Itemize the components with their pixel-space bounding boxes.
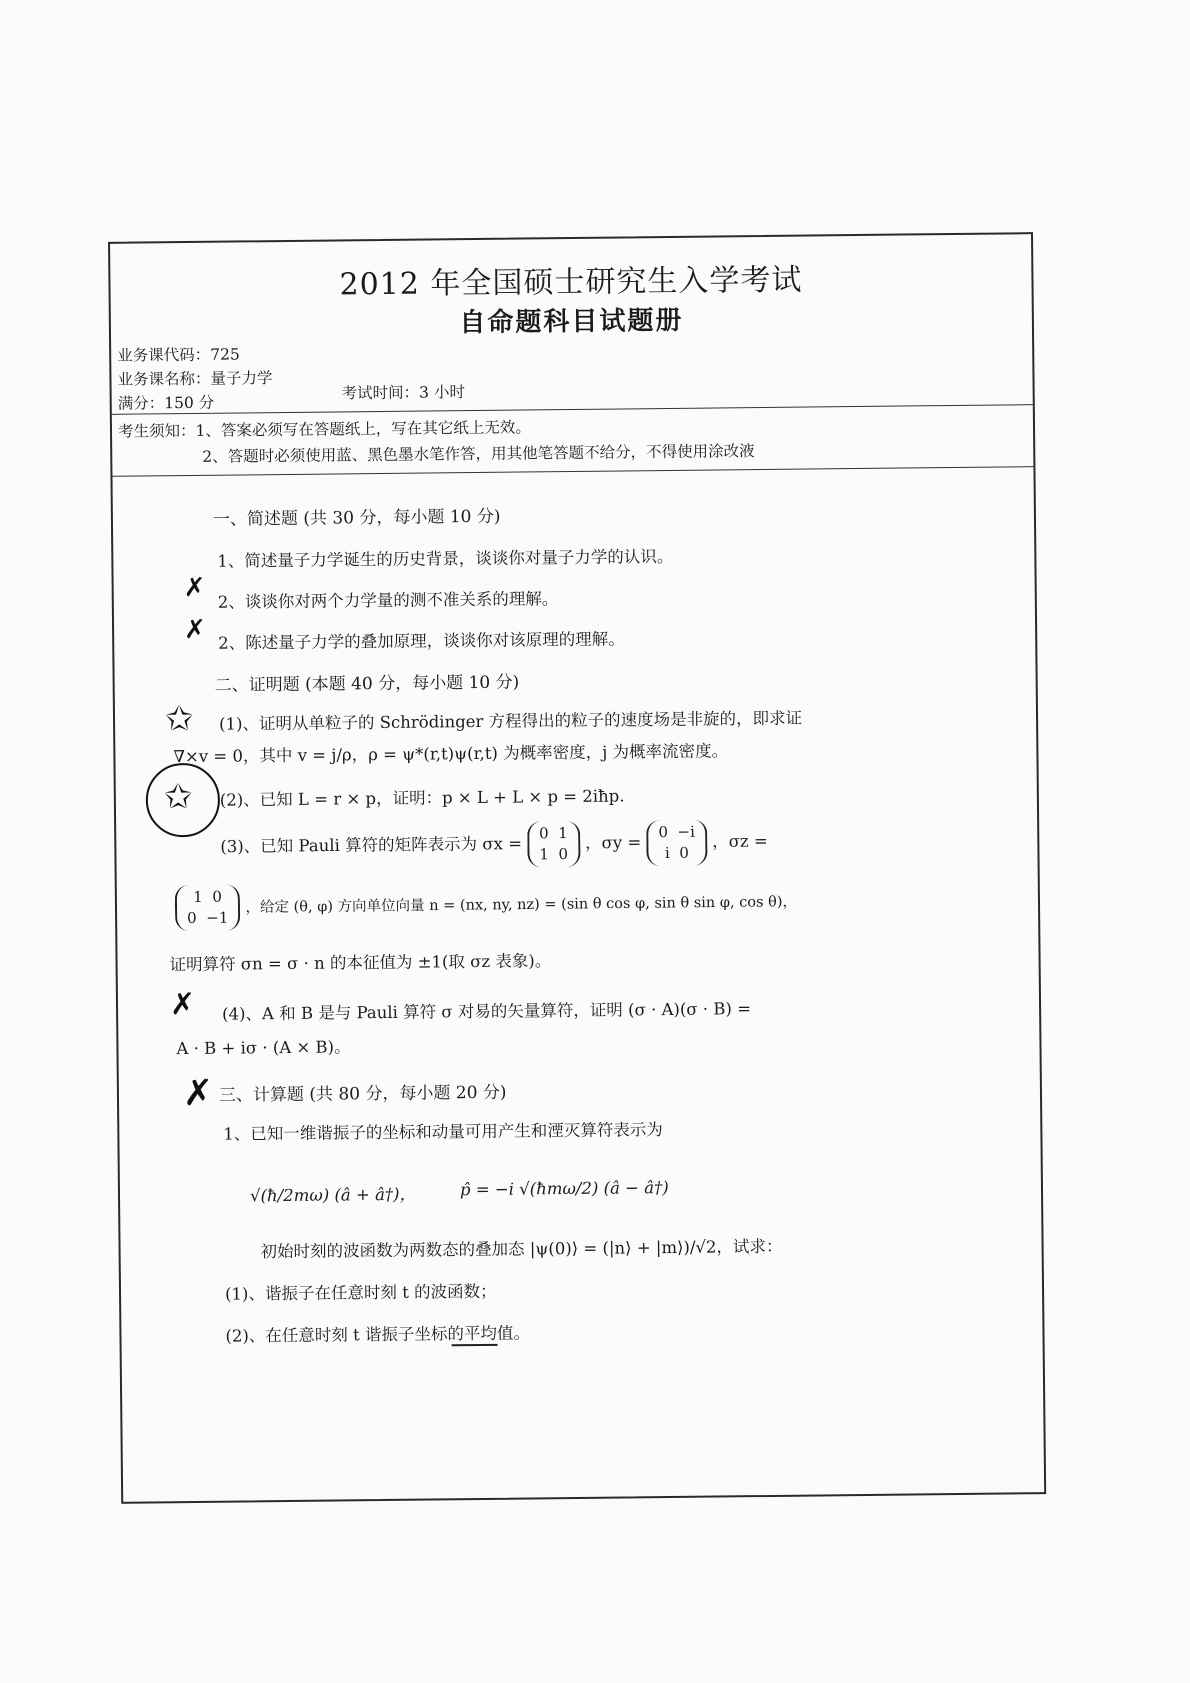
underline-mark xyxy=(452,1344,498,1346)
check-mark-icon: ✗ xyxy=(182,1072,214,1115)
proof-4-line-b: A · B + iσ · (A × B)。 xyxy=(176,1037,351,1059)
question-1-1: 1、简述量子力学诞生的历史背景，谈谈你对量子力学的认识。 xyxy=(217,546,674,571)
divider xyxy=(112,466,1033,477)
sigma-x-matrix: 0 1 1 0 xyxy=(527,821,580,868)
star-mark-icon: ✩ xyxy=(164,698,194,740)
question-1-2: 2、谈谈你对两个力学量的测不准关系的理解。 xyxy=(217,589,559,612)
formula-p: p̂ = −i √(ħmω/2) (â − â†) xyxy=(459,1178,669,1200)
sigma-z-matrix: 1 0 0 −1 xyxy=(175,884,241,931)
notice-line-1: 考生须知：1、答案必须写在答题纸上，写在其它纸上无效。 xyxy=(117,418,531,441)
exam-time: 考试时间：3 小时 xyxy=(341,383,466,403)
check-mark-icon: ✗ xyxy=(183,614,207,646)
section-3-heading: 三、计算题 (共 80 分，每小题 20 分) xyxy=(218,1082,507,1106)
check-mark-icon: ✗ xyxy=(183,572,206,604)
exam-frame xyxy=(108,232,1046,1504)
exam-title: 2012 年全国硕士研究生入学考试 xyxy=(339,262,803,303)
initial-state-text: 初始时刻的波函数为两数态的叠加态 |ψ(0)⟩ = (|n⟩ + |m⟩)/√2，试求： xyxy=(260,1236,783,1262)
sigma-y-matrix: 0 −i i 0 xyxy=(646,820,707,867)
full-score: 满分：150 分 xyxy=(117,393,215,413)
check-mark-icon: ✗ xyxy=(169,986,196,1023)
calc-1-sub-2: (2)、在任意时刻 t 谐振子坐标的平均值。 xyxy=(225,1323,531,1346)
divider xyxy=(112,404,1033,415)
proof-1-line-a: (1)、证明从单粒子的 Schrödinger 方程得出的粒子的速度场是非旋的，即求证 xyxy=(218,708,803,734)
calc-1: 1、已知一维谐振子的坐标和动量可用产生和湮灭算符表示为 xyxy=(223,1120,663,1144)
proof-3-text-a: (3)、已知 Pauli 算符的矩阵表示为 σx = xyxy=(220,834,523,857)
proof-3-text-sy: ，σy = xyxy=(585,832,642,853)
course-code: 业务课代码：725 xyxy=(117,345,240,365)
proof-3-line-b xyxy=(175,879,797,932)
exam-subtitle: 自命题科目试题册 xyxy=(459,305,684,339)
course-name: 业务课名称：量子力学 xyxy=(117,369,273,389)
proof-1-line-b: ∇×v = 0，其中 v = j/ρ，ρ = ψ*(r,t)ψ(r,t) 为概率密度，j 为概率流密度。 xyxy=(173,741,729,767)
proof-3-text-b: ，给定 (θ, φ) 方向单位向量 n = (nx, ny, nz) = (sin θ cos φ, sin θ sin φ, cos θ)， xyxy=(245,894,798,916)
proof-3-line-c: 证明算符 σn = σ · n 的本征值为 ±1(取 σz 表象)。 xyxy=(169,951,552,975)
initial-state xyxy=(260,1233,782,1262)
question-1-3: 2、陈述量子力学的叠加原理，谈谈你对该原理的理解。 xyxy=(218,629,625,653)
proof-3-matrices xyxy=(220,819,768,871)
formula-x: √(ħ/2mω) (â + â†)， xyxy=(249,1184,417,1206)
star-mark-icon: ✩ xyxy=(163,776,193,818)
notice-line-2: 2、答题时必须使用蓝、黑色墨水笔作答，用其他笔答题不给分，不得使用涂改液 xyxy=(202,442,755,466)
section-1-heading: 一、简述题 (共 30 分，每小题 10 分) xyxy=(212,506,501,530)
proof-3-text-sz: ，σz = xyxy=(712,831,768,852)
proof-2: (2)、已知 L = r × p，证明：p × L + L × p = 2iħp. xyxy=(219,786,625,810)
section-2-heading: 二、证明题 (本题 40 分，每小题 10 分) xyxy=(214,672,520,696)
proof-4-line-a: (4)、A 和 B 是与 Pauli 算符 σ 对易的矢量算符，证明 (σ · A)(σ · B) = xyxy=(222,999,752,1024)
calc-1-sub-1: (1)、谐振子在任意时刻 t 的波函数； xyxy=(224,1281,497,1304)
